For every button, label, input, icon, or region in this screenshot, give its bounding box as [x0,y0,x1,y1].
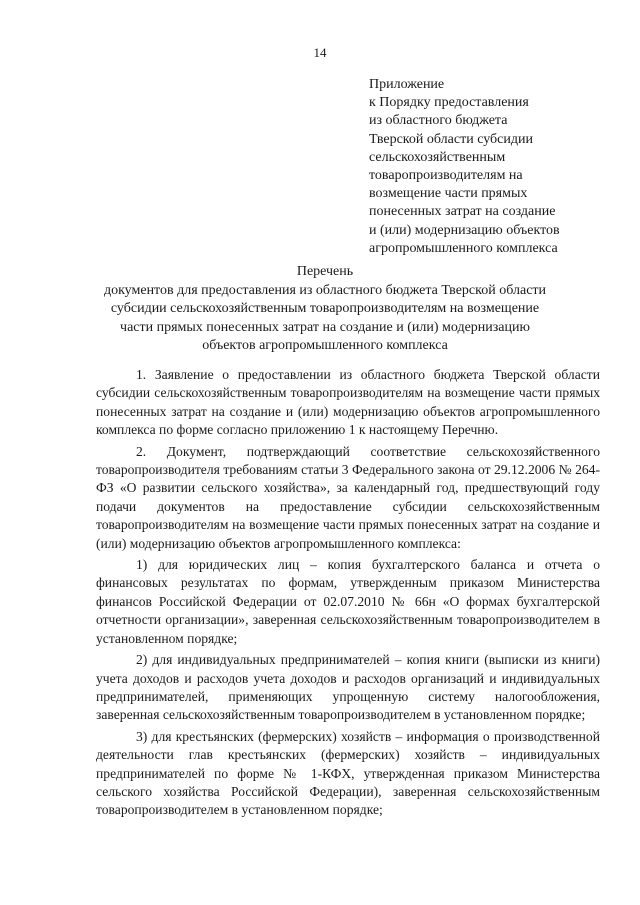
paragraph-2-item-3: 3) для крестьянских (фермерских) хозяйств – информация о производственной деятельности глав крестьянских (фермерских) хозяйств – индивидуальных предпринимателей по форме № 1-КФХ, утвержденная приказом Министерства сельского хозяйства Российской Федерации), заверенная сельскохозяйственным товаропроизводителем в установленном порядке; [96,728,600,818]
appendix-line: Приложение [369,77,445,92]
appendix-line: к Порядку предоставления [369,95,529,111]
appendix-line: агропромышленного комплекса [369,240,558,256]
title-line: документов для предоставления из областного бюджета Тверской области [103,282,547,298]
title-line: субсидии сельскохозяйственным товаропроизводителям на возмещение [110,301,540,316]
paragraph-2-item-2: 2) для индивидуальных предпринимателей – копия книги (выписки из книги) учета доходов и расходов учета доходов и расходов организаций и индивидуальных предпринимателей, применяющих упрощенную систему налогообложения, заверенная сельскохозяйственным товаропроизводителем в установленном порядке; [96,652,600,723]
paragraph-1: 1. Заявление о предоставлении из областного бюджета Тверской области субсидии сельскохозяйственным товаропроизводителям на возмещение части прямых понесенных затрат на создание и (или) модернизацию объектов агропромышленного комплекса по форме согласно приложению 1 к настоящему Перечню. [96,367,600,438]
paragraph-2: 2. Документ, подтверждающий соответствие сельскохозяйственного товаропроизводителя требованиям статьи 3 Федерального закона от 29.12.2006 № 264-ФЗ «О развитии сельского хозяйства», за календарный год, предшествующий году подачи документов на предоставление субсидии сельскохозяйственным товаропроизводителям на возмещение части прямых понесенных затрат на создание и (или) модернизацию объектов агропромышленного комплекса: [96,443,600,551]
page-number: 14 [313,45,327,60]
document-body [96,366,600,820]
appendix-line: и (или) модернизацию объектов [369,222,560,238]
appendix-line: сельскохозяйственным [369,149,506,165]
appendix-line: возмещение части прямых [369,186,528,202]
appendix-line: товаропроизводителям на [369,168,523,184]
appendix-line: из областного бюджета [369,113,508,129]
appendix-line: Тверской области субсидии [369,131,533,147]
document-title [60,263,590,356]
title-line: объектов агропромышленного комплекса [202,338,448,353]
title-line: части прямых понесенных затрат на создание и (или) модернизацию [120,319,530,335]
appendix-line: понесенных затрат на создание [369,204,556,220]
title-heading: Перечень [296,264,354,279]
appendix-note [369,76,619,258]
paragraph-2-item-1: 1) для юридических лиц – копия бухгалтерского баланса и отчета о финансовых результатах по формам, утвержденным приказом Министерства финансов Российской Федерации от 02.07.2010 № 66н «О формах бухгалтерской отчетности организации», заверенная сельскохозяйственным товаропроизводителем в установленном порядке; [96,557,600,646]
